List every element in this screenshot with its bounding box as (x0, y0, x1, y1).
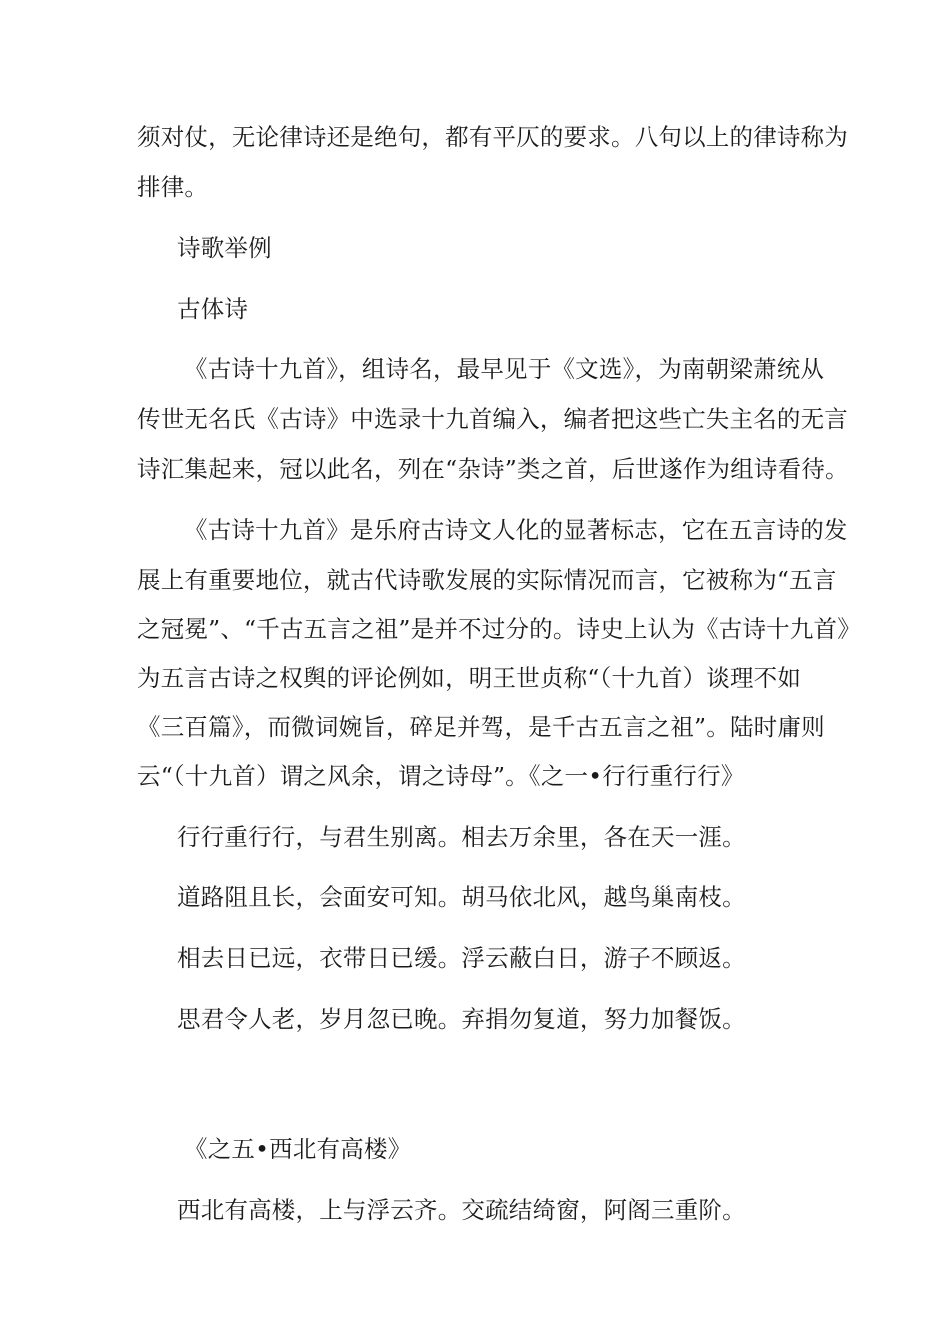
paragraph-2-line-4: 为五言古诗之权舆的评论例如，明王世贞称“（十九首）谈理不如 (137, 664, 802, 692)
poem-1-line-1: 行行重行行，与君生别离。相去万余里，各在天一涯。 (177, 823, 746, 851)
paragraph-2-line-3: 之冠冕”、“千古五言之祖”是并不过分的。诗史上认为《古诗十九首》 (137, 615, 861, 643)
intro-line-1: 须对仗，无论律诗还是绝句，都有平仄的要求。八句以上的律诗称为 (137, 123, 848, 151)
paragraph-1-line-2: 传世无名氏《古诗》中选录十九首编入，编者把这些亡失主名的无言 (137, 405, 848, 433)
paragraph-2-line-1: 《古诗十九首》是乐府古诗文人化的显著标志，它在五言诗的发 (184, 516, 848, 544)
poem-1-line-3: 相去日已远，衣带日已缓。浮云蔽白日，游子不顾返。 (177, 944, 746, 972)
poem-1-line-4: 思君令人老，岁月忽已晚。弃捐勿复道，努力加餐饭。 (177, 1005, 746, 1033)
intro-line-2: 排律。 (137, 173, 209, 201)
poem-2-title: 《之五•西北有高楼》 (184, 1135, 412, 1163)
paragraph-2-line-6: 云“（十九首）谓之风余，谓之诗母”。《之一•行行重行行》 (137, 762, 745, 790)
poem-1-line-2: 道路阻且长，会面安可知。胡马依北风，越鸟巢南枝。 (177, 883, 746, 911)
poem-2-line-1: 西北有高楼，上与浮云齐。交疏结绮窗，阿阁三重阶。 (177, 1196, 746, 1224)
section-heading-examples: 诗歌举例 (177, 234, 272, 262)
paragraph-2-line-2: 展上有重要地位，就古代诗歌发展的实际情况而言，它被称为“五言 (137, 566, 837, 594)
section-heading-gutishi: 古体诗 (177, 295, 249, 323)
paragraph-1-line-3: 诗汇集起来，冠以此名，列在“杂诗”类之首，后世遂作为组诗看待。 (137, 455, 849, 483)
paragraph-1-line-1: 《古诗十九首》，组诗名，最早见于《文选》，为南朝梁萧统从 (184, 355, 825, 383)
paragraph-2-line-5: 《三百篇》，而微词婉旨，碎足并驾，是千古五言之祖”。陆时庸则 (137, 713, 825, 741)
